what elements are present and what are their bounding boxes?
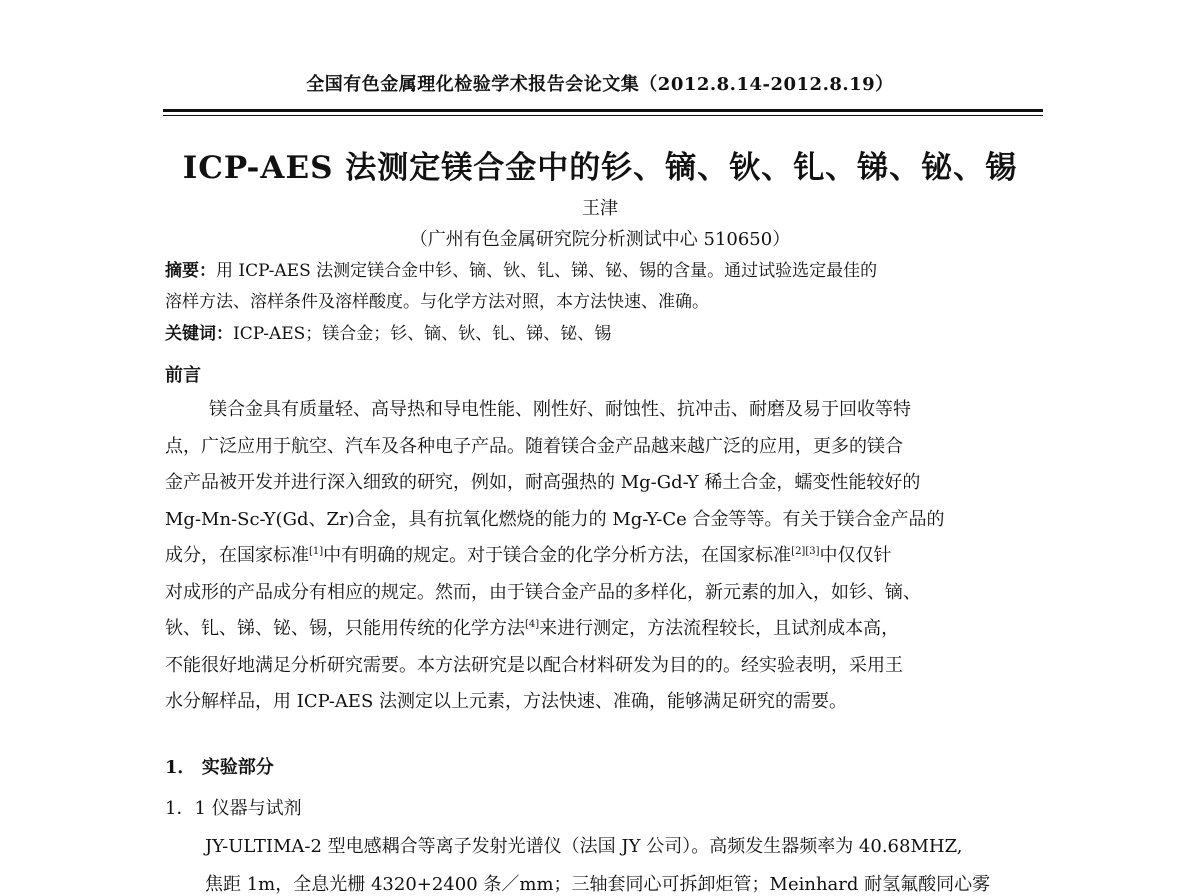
- abstract-text: 用 ICP-AES 法测定镁合金中钐、镝、钬、钆、锑、铋、锡的含量。通过试验选定最佳的: [216, 261, 878, 281]
- body-line: [165, 538, 1045, 575]
- citation-ref: [1]: [309, 546, 324, 557]
- body-line: 金产品被开发并进行深入细致的研究，例如，耐高强热的 Mg-Gd-Y 稀土合金，蠕变性能较好的: [165, 472, 921, 493]
- experiment-text-line: JY-ULTIMA-2 型电感耦合等离子发射光谱仪（法国 JY 公司）。高频发生器频率为 40.68MHZ,: [205, 836, 963, 857]
- citation-ref: [4]: [525, 619, 540, 630]
- keywords: [165, 319, 1045, 350]
- abstract: [165, 256, 1045, 318]
- body-line: 对成形的产品成分有相应的规定。然而，由于镁合金产品的多样化，新元素的加入，如钐、镝、: [165, 581, 921, 603]
- body-line: Mg-Mn-Sc-Y(Gd、Zr)合金，具有抗氧化燃烧的能力的 Mg-Y-Ce 合金等等。有关于镁合金产品的: [165, 508, 945, 530]
- body-text-span: 成分，在国家标准: [165, 545, 309, 566]
- abstract-label: 摘要：: [165, 261, 216, 281]
- body-line: 镁合金具有质量轻、高导热和导电性能、刚性好、耐蚀性、抗冲击、耐磨及易于回收等特: [209, 399, 911, 420]
- paper-title: ICP-AES 法测定镁合金中的钐、镝、钬、钆、锑、铋、锡: [182, 150, 1018, 186]
- body-text-span: 中仅仅针: [819, 545, 892, 566]
- running-header: 全国有色金属理化检验学术报告会论文集（2012.8.14-2012.8.19）: [306, 74, 894, 95]
- keywords-text: ICP-AES；镁合金；钐、镝、钬、钆、锑、铋、锡: [233, 324, 612, 344]
- abstract-line: 溶样方法、溶样条件及溶样酸度。与化学方法对照，本方法快速、准确。: [165, 292, 709, 312]
- preface-heading: 前言: [165, 365, 201, 386]
- body-text-span: 钬、钆、锑、铋、锡，只能用传统的化学方法: [165, 618, 525, 639]
- body-line: [165, 611, 1045, 648]
- preface-body: [165, 392, 1045, 721]
- body-text-span: 中有明确的规定。对于镁合金的化学分析方法，在国家标准: [323, 545, 792, 566]
- experiment-text-line: 焦距 1m，全息光栅 4320+2400 条／mm；三轴套同心可拆卸炬管；Meinhard 耐氢氟酸同心雾: [205, 874, 991, 895]
- author-name: 王津: [582, 198, 618, 219]
- body-text-span: 来进行测定，方法流程较长，且试剂成本高，: [539, 618, 900, 639]
- body-line: 水分解样品，用 ICP-AES 法测定以上元素，方法快速、准确，能够满足研究的需要。: [165, 691, 848, 712]
- author-affiliation: （广州有色金属研究院分析测试中心 510650）: [409, 229, 791, 250]
- subsection-heading: 1．1 仪器与试剂: [165, 798, 302, 819]
- header-rule-thin: [163, 115, 1043, 116]
- body-line: 点，广泛应用于航空、汽车及各种电子产品。随着镁合金产品越来越广泛的应用，更多的镁合: [165, 435, 903, 457]
- section-heading: 1． 实验部分: [165, 757, 274, 778]
- header-rule-thick: [163, 109, 1043, 112]
- citation-ref: [2][3]: [791, 546, 820, 557]
- keywords-label: 关键词：: [165, 324, 233, 344]
- body-line: 不能很好地满足分析研究需要。本方法研究是以配合材料研发为目的的。经实验表明，采用王: [165, 654, 903, 676]
- abstract-line: [165, 256, 1045, 287]
